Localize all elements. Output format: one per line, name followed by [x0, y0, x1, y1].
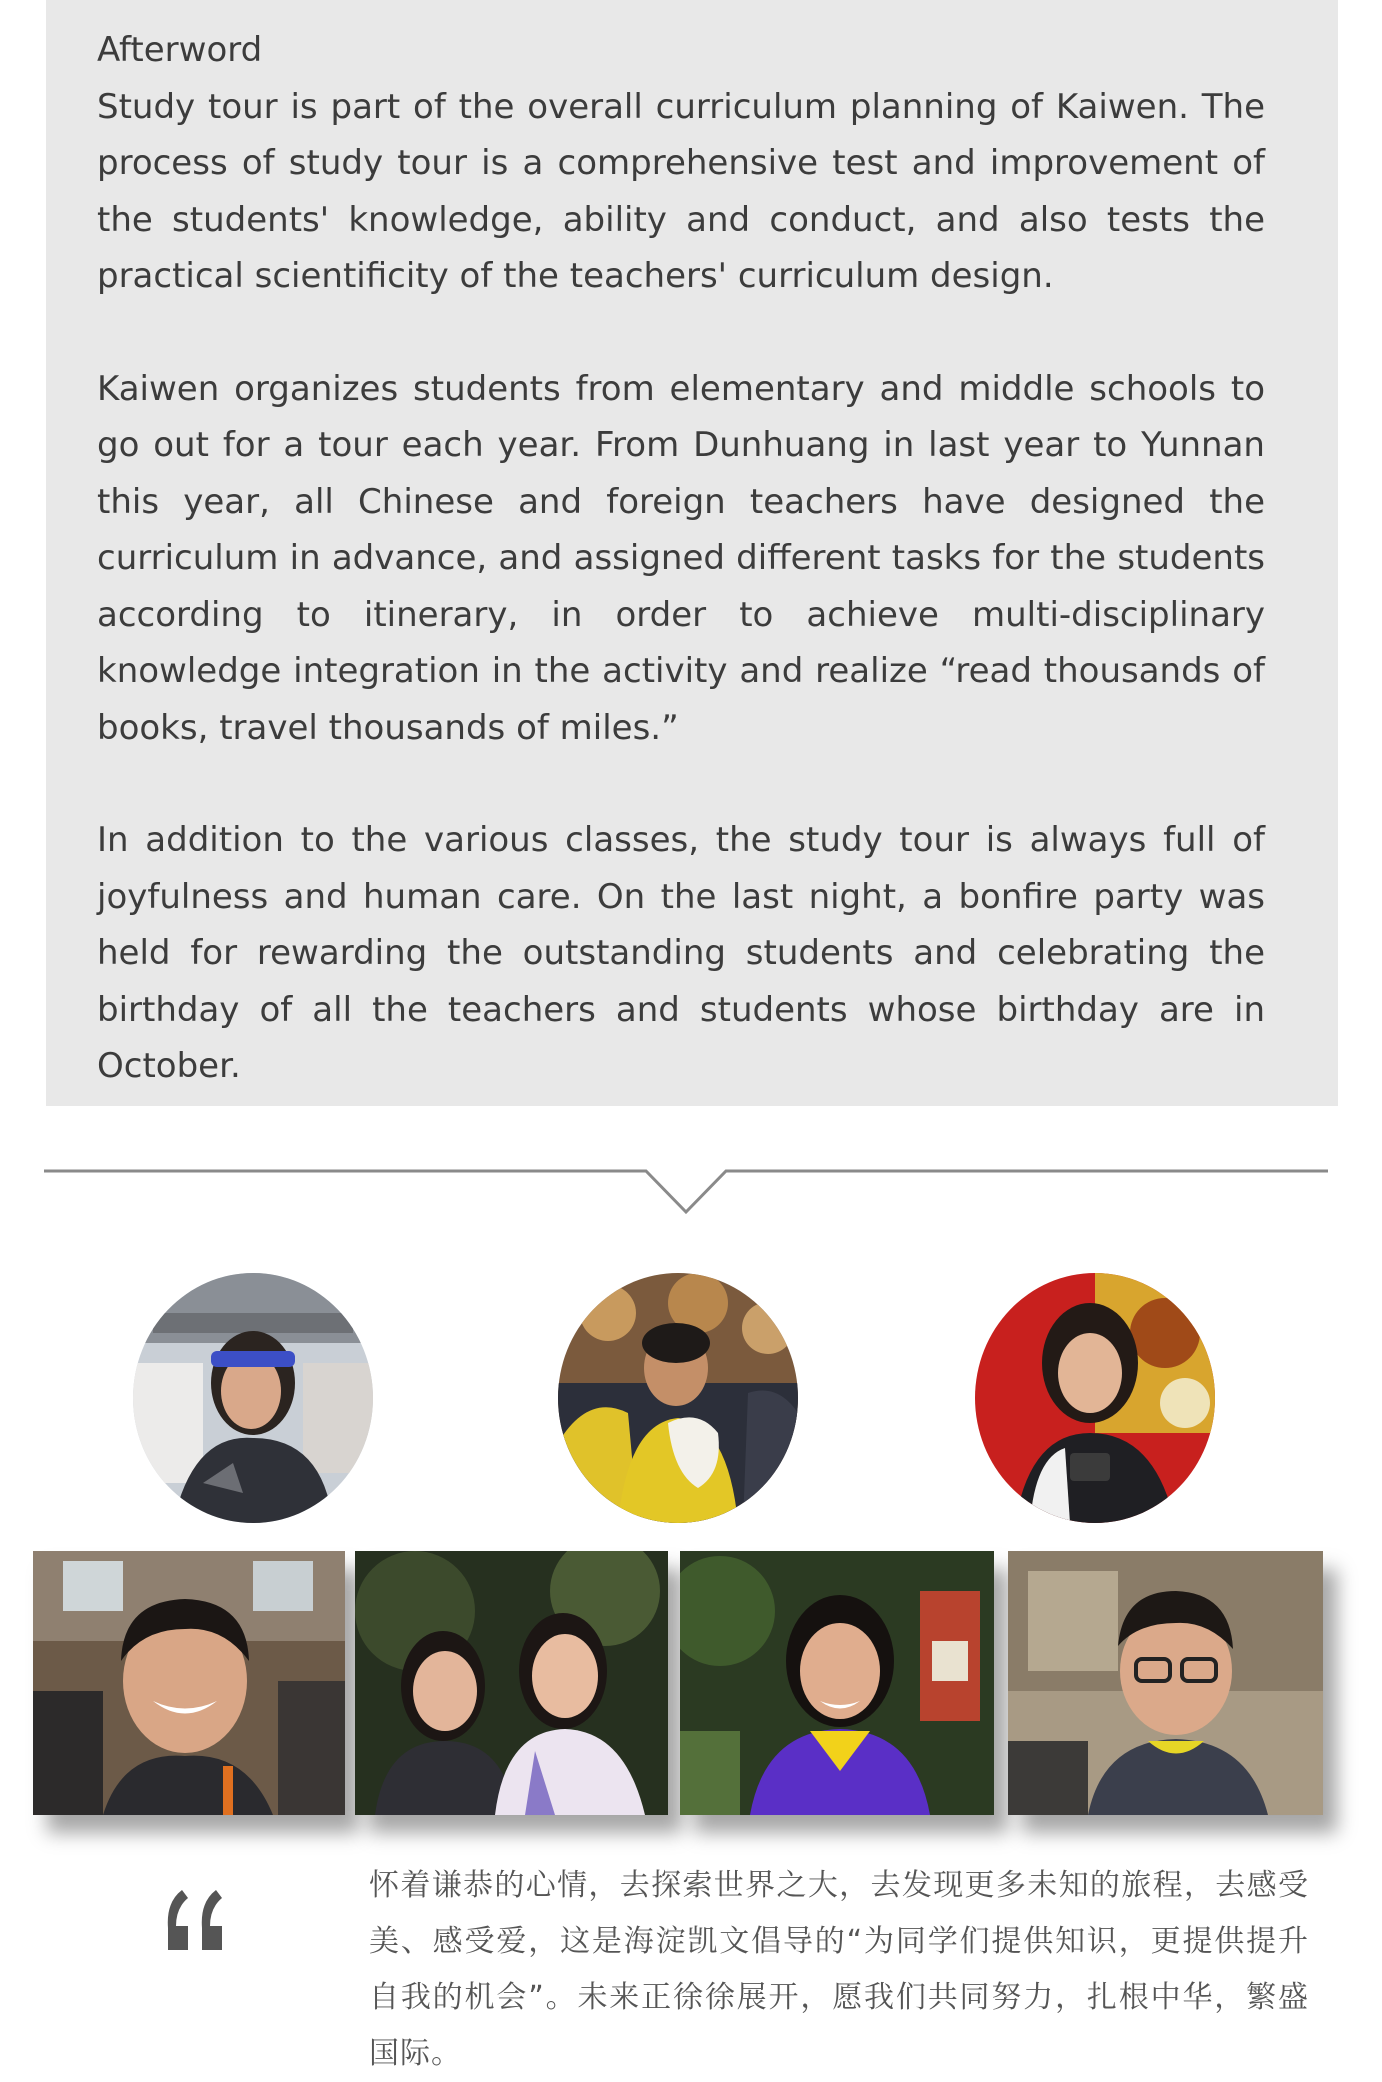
chevron-down-divider-icon: [0, 1150, 1382, 1230]
smiling-boy-portrait: [33, 1551, 345, 1815]
portrait-circle-3: [975, 1273, 1215, 1523]
boy-holding-napkin-portrait: [558, 1273, 798, 1523]
strip-photo-2: [355, 1551, 668, 1815]
strip-photo-4: [1008, 1551, 1323, 1815]
girl-in-purple-jacket-portrait: [680, 1551, 994, 1815]
closing-quote-text: [369, 1858, 1309, 2082]
afterword-heading: Afterword: [97, 30, 263, 70]
closing-quote-paragraph: 怀着谦恭的心情，去探索世界之大，去发现更多未知的旅程，去感受美、感受爱，这是海淀凯文倡导的“为同学们提供知识，更提供提升自我的机会”。未来正徐徐展开，愿我们共同努力，扎根中华，繁盛国际。: [369, 1868, 1309, 2071]
girl-with-camera-portrait: [975, 1273, 1215, 1523]
afterword-paragraph-1: Study tour is part of the overall curriculum planning of Kaiwen. The process of study tour is a comprehensive test and improvement of the students' knowledge, ability and conduct, and also tests the practical scientificity of the teachers' curriculum design.: [97, 86, 1265, 296]
portrait-circle-1: [133, 1273, 373, 1523]
afterword-paragraph-2: Kaiwen organizes students from elementary and middle schools to go out for a tour each year. From Dunhuang in last year to Yunnan this year, all Chinese and foreign teachers have designed the curriculum in advance, and assigned different tasks for the students according to itinerary, in order to achieve multi-disciplinary knowledge integration in the activity and realize “read thousands of books, travel thousands of miles.”: [97, 368, 1265, 748]
afterword-paragraph-3: In addition to the various classes, the study tour is always full of joyfulness and human care. On the last night, a bonfire party was held for rewarding the outstanding students and celebrating the birthday of all the teachers and students whose birthday are in October.: [97, 820, 1265, 1086]
portrait-circle-2: [558, 1273, 798, 1523]
girl-with-headband-portrait: [133, 1273, 373, 1523]
open-quote-icon: [160, 1880, 230, 1960]
strip-photo-3: [680, 1551, 994, 1815]
afterword-text: [97, 22, 1265, 1095]
strip-photo-1: [33, 1551, 345, 1815]
boy-with-glasses-portrait: [1008, 1551, 1323, 1815]
two-girls-portrait: [355, 1551, 668, 1815]
